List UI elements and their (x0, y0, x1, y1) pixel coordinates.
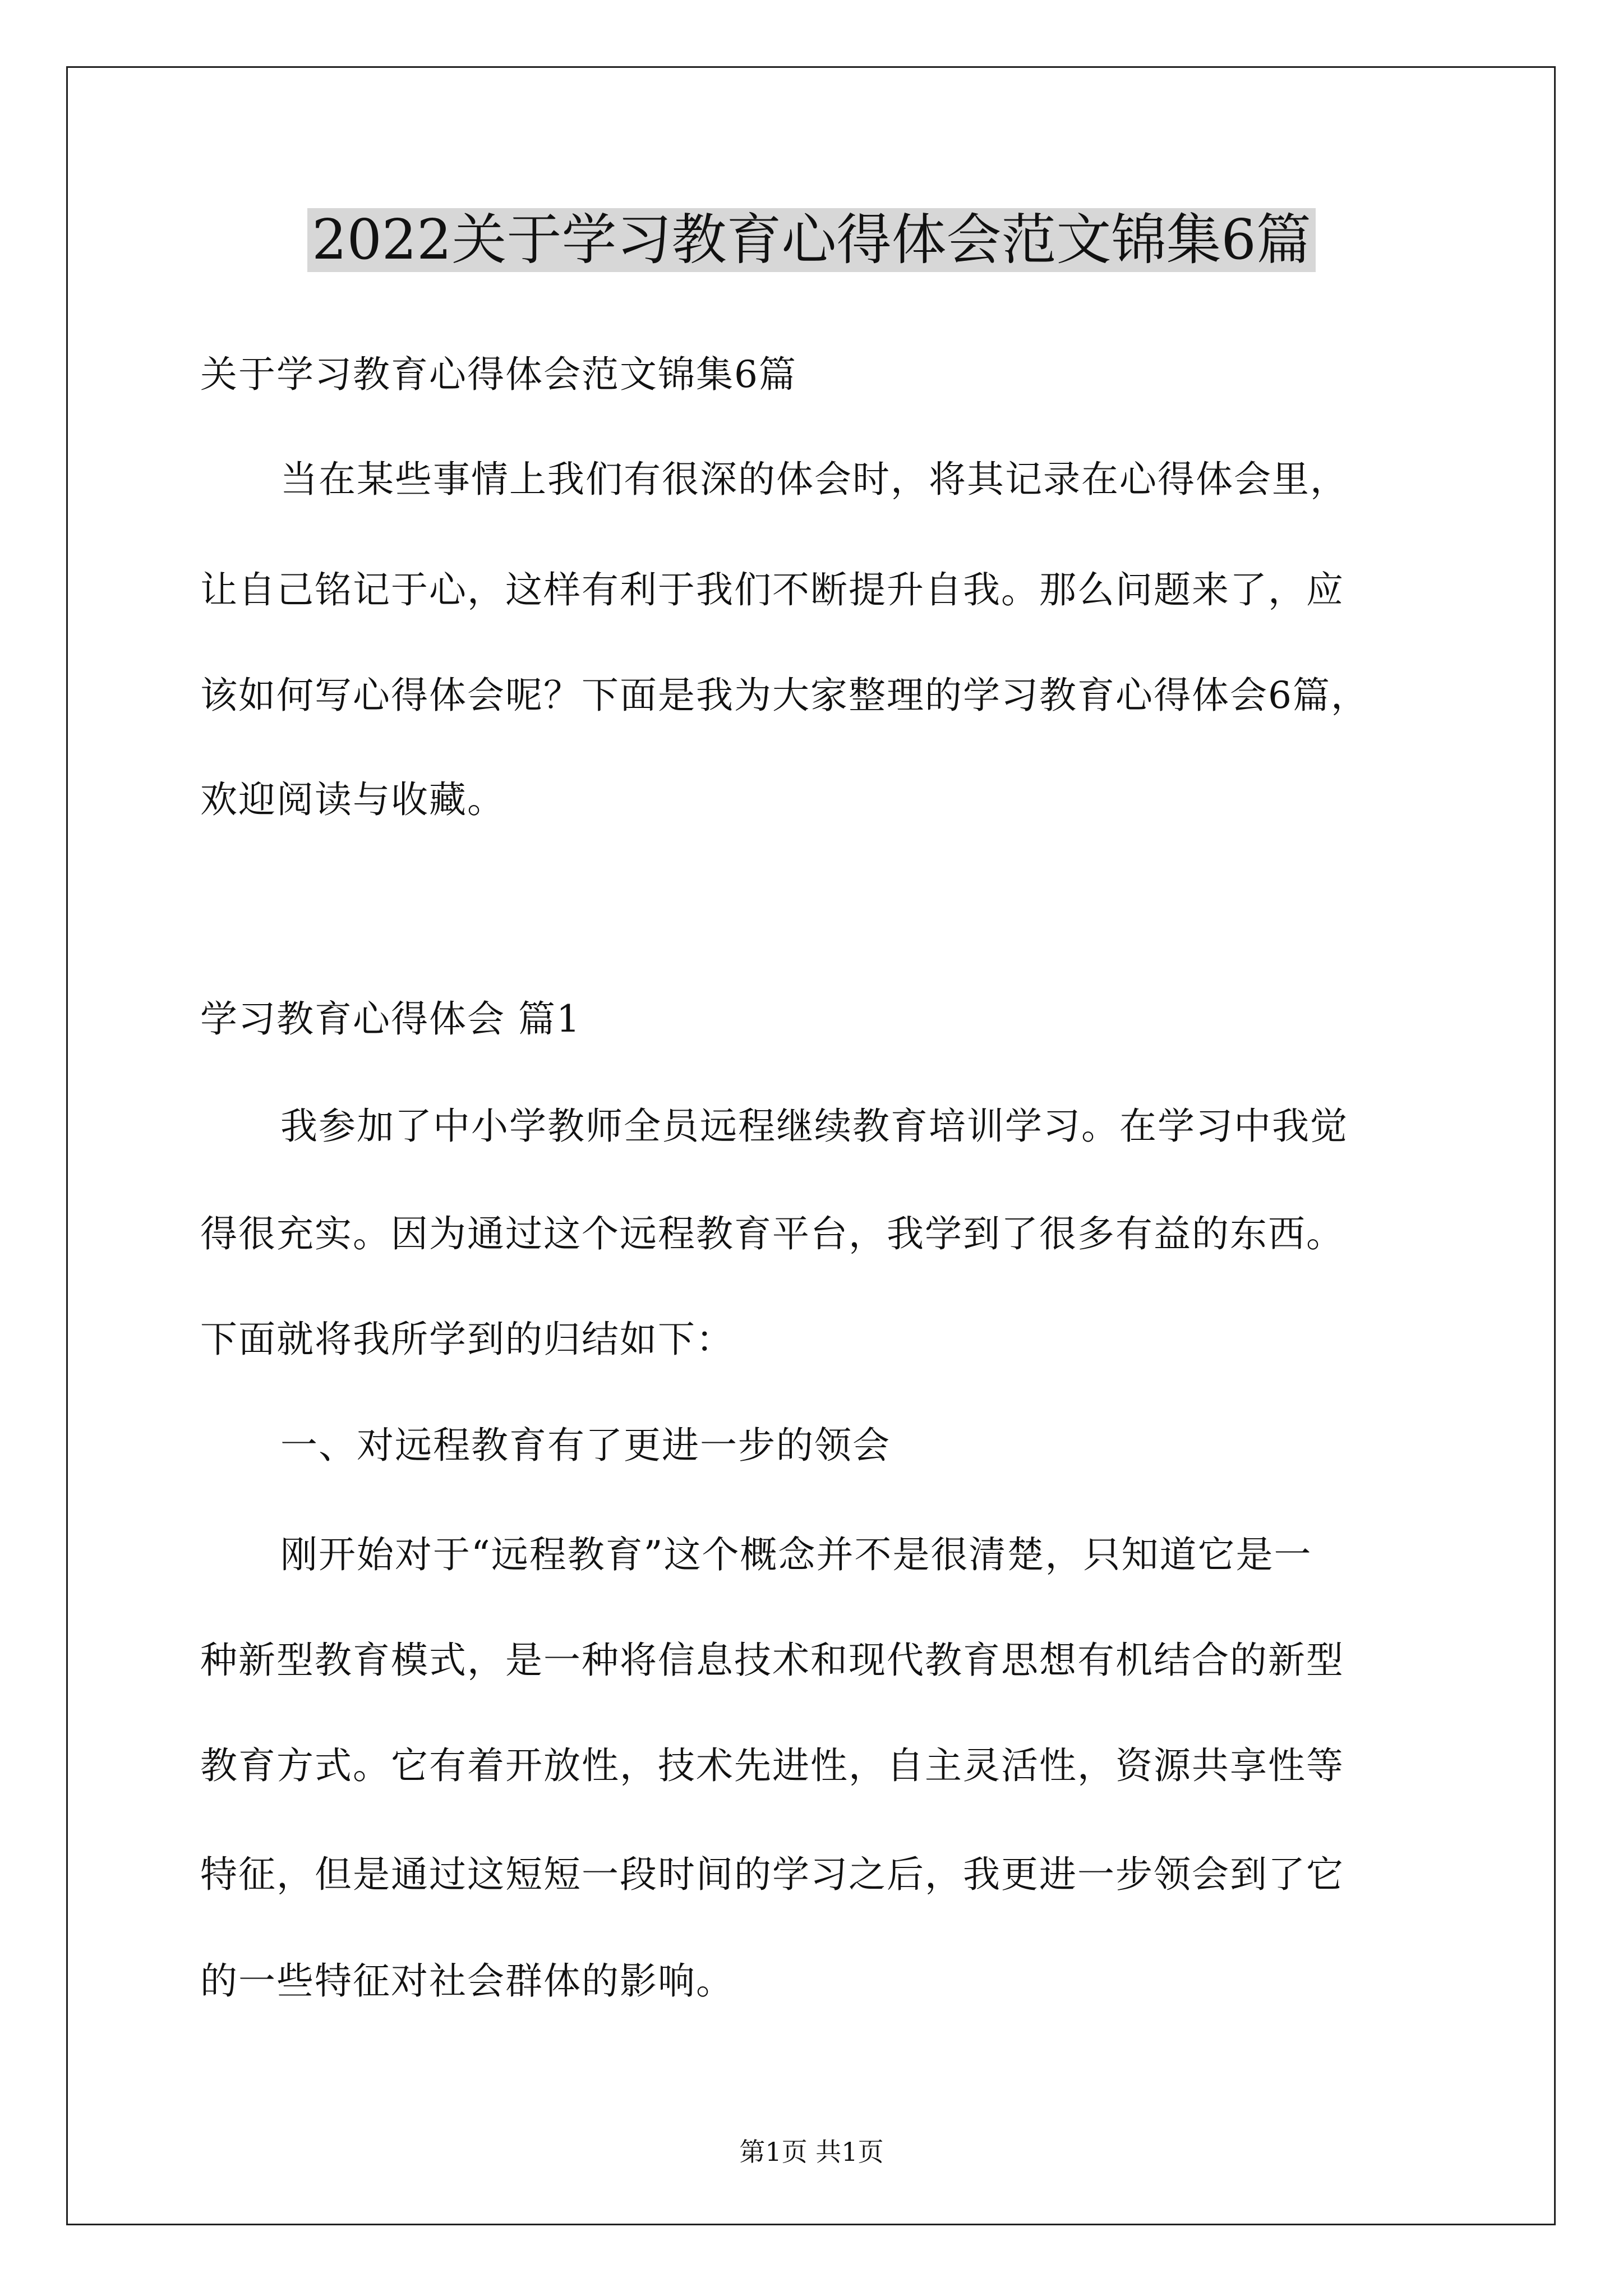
document-title (0, 205, 1623, 275)
intro-line-1: 当在某些事情上我们有很深的体会时，将其记录在心得体会里， (280, 458, 1348, 501)
page-footer: 第1页 共1页 (739, 2137, 884, 2167)
paragraph-1-line-1: 我参加了中小学教师全员远程继续教育培训学习。在学习中我觉 (280, 1105, 1348, 1148)
section-heading-1: 学习教育心得体会 篇1 (200, 997, 581, 1041)
paragraph-2-line-3: 教育方式。它有着开放性，技术先进性，自主灵活性，资源共享性等 (200, 1744, 1344, 1787)
paragraph-2-line-2: 种新型教育模式，是一种将信息技术和现代教育思想有机结合的新型 (200, 1639, 1344, 1682)
intro-line-3: 该如何写心得体会呢？下面是我为大家整理的学习教育心得体会6篇， (200, 674, 1369, 717)
intro-line-4: 欢迎阅读与收藏。 (200, 778, 505, 821)
paragraph-2-line-4: 特征，但是通过这短短一段时间的学习之后，我更进一步领会到了它 (200, 1853, 1344, 1896)
paragraph-2-line-5: 的一些特征对社会群体的影响。 (200, 1959, 734, 2003)
subtitle: 关于学习教育心得体会范文锦集6篇 (200, 353, 797, 396)
paragraph-2-line-1: 刚开始对于“远程教育”这个概念并不是很清楚，只知道它是一 (280, 1533, 1312, 1576)
paragraph-1-line-2: 得很充实。因为通过这个远程教育平台，我学到了很多有益的东西。 (200, 1212, 1344, 1255)
list-item-heading-1: 一、对远程教育有了更进一步的领会 (280, 1424, 891, 1467)
paragraph-1-line-3: 下面就将我所学到的归结如下： (200, 1318, 734, 1361)
intro-line-2: 让自己铭记于心，这样有利于我们不断提升自我。那么问题来了，应 (200, 568, 1344, 611)
document-title-text: 2022关于学习教育心得体会范文锦集6篇 (307, 208, 1316, 272)
